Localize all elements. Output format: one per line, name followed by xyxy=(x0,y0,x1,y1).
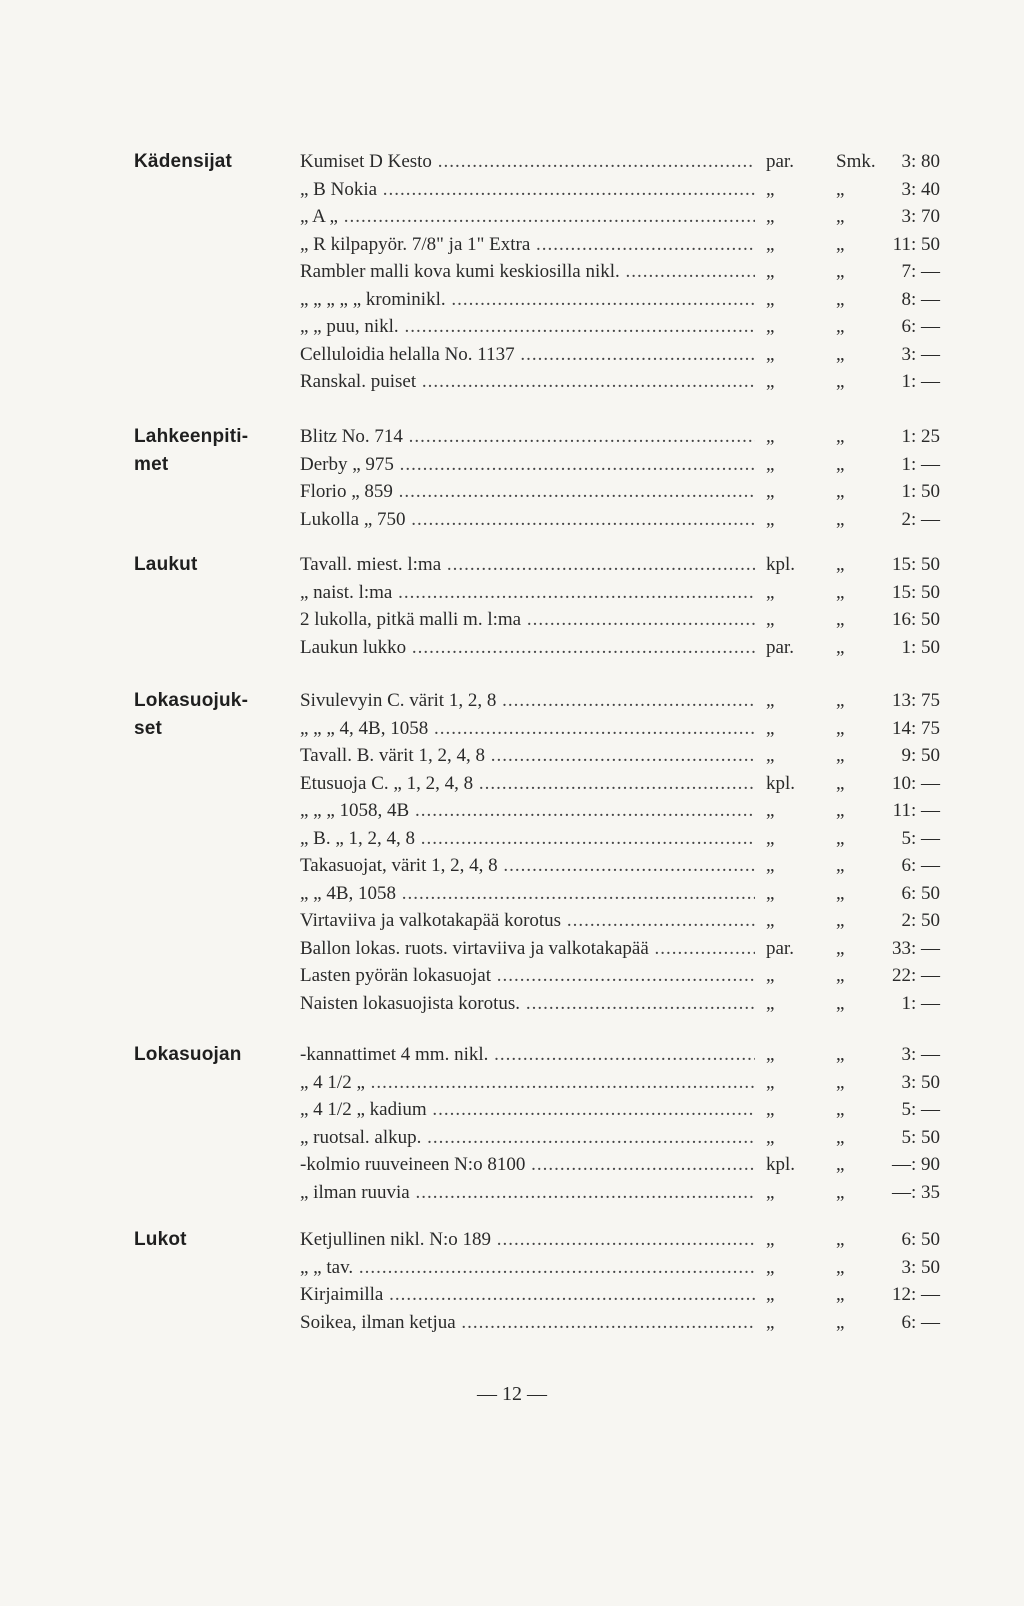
price-row xyxy=(300,1124,940,1152)
currency-label: „ xyxy=(836,992,845,1014)
price-row xyxy=(300,506,940,534)
unit-label: „ xyxy=(766,1281,774,1309)
price-row xyxy=(300,825,940,853)
currency-label: „ xyxy=(836,178,845,200)
price-value: 33: — xyxy=(891,937,940,959)
unit-label: „ xyxy=(766,286,774,314)
currency-label: „ xyxy=(836,1229,845,1250)
unit-label: „ xyxy=(766,1179,774,1207)
item-name: Laukun lukko ..... xyxy=(300,634,755,662)
item-name: Rambler malli kova kumi keskiosilla nikl. ..... xyxy=(300,258,755,286)
currency-label: „ xyxy=(836,772,845,794)
currency-label: „ xyxy=(836,937,845,959)
unit-label: „ xyxy=(766,203,774,231)
item-name: Florio „ 859 ..... xyxy=(300,478,755,506)
currency-label: „ xyxy=(836,827,845,849)
section-rows xyxy=(300,1041,940,1206)
price-row xyxy=(300,1069,940,1097)
section-heading: Lukot xyxy=(134,1229,187,1250)
price-value: 3: 50 xyxy=(901,1071,940,1093)
currency-label: „ xyxy=(836,800,845,821)
item-name: „ „ „ 4, 4B, 1058 ..... xyxy=(300,715,755,743)
price-value: 10: — xyxy=(891,772,940,794)
currency-label: „ xyxy=(836,453,845,475)
item-name: -kannattimet 4 mm. nikl. ..... xyxy=(300,1041,755,1069)
price-row xyxy=(300,687,940,715)
section-heading: Laukut xyxy=(134,554,198,575)
unit-label: „ xyxy=(766,742,774,770)
price-value: 1: — xyxy=(901,453,940,475)
unit-label: „ xyxy=(766,1124,774,1152)
section-rows xyxy=(300,423,940,533)
item-name: Takasuojat, värit 1, 2, 4, 8 ..... xyxy=(300,852,755,880)
item-name: -kolmio ruuveineen N:o 8100 ..... xyxy=(300,1151,755,1179)
price-value: 5: — xyxy=(901,1099,940,1120)
unit-label: „ xyxy=(766,506,774,534)
unit-label: „ xyxy=(766,451,774,479)
item-name: Blitz No. 714 ..... xyxy=(300,423,755,451)
price-row xyxy=(300,1281,940,1309)
price-value: —: 90 xyxy=(891,1154,940,1175)
price-value: 3: — xyxy=(901,1044,940,1065)
price-value: 1: — xyxy=(901,371,940,392)
price-row xyxy=(300,148,940,176)
unit-label: „ xyxy=(766,313,774,341)
item-name: Tavall. B. värit 1, 2, 4, 8 ..... xyxy=(300,742,755,770)
price-row xyxy=(300,1254,940,1282)
item-name: Virtaviiva ja valkotakapää korotus ..... xyxy=(300,907,755,935)
currency-label: „ xyxy=(836,1044,845,1065)
price-value: 3: 50 xyxy=(901,1256,940,1278)
item-name: „ 4 1/2 „ ..... xyxy=(300,1069,755,1097)
item-name: „ R kilpapyör. 7/8" ja 1" Extra ..... xyxy=(300,231,755,259)
item-name: Derby „ 975 ..... xyxy=(300,451,755,479)
price-value: 3: — xyxy=(901,343,940,365)
price-value: 6: — xyxy=(901,1311,940,1333)
price-row xyxy=(300,606,940,634)
price-row xyxy=(300,907,940,935)
currency-label: „ xyxy=(836,1154,845,1175)
price-row xyxy=(300,770,940,798)
price-value: 3: 70 xyxy=(901,206,940,227)
section-rows xyxy=(300,551,940,661)
price-row xyxy=(300,368,940,396)
price-row xyxy=(300,852,940,880)
price-value: 6: 50 xyxy=(901,882,940,904)
item-name: „ „ tav. ..... xyxy=(300,1254,755,1282)
price-row xyxy=(300,880,940,908)
price-value: 16: 50 xyxy=(891,609,940,630)
currency-label: „ xyxy=(836,1284,845,1305)
currency-label: „ xyxy=(836,690,845,711)
price-row xyxy=(300,1096,940,1124)
price-row xyxy=(300,990,940,1018)
unit-label: „ xyxy=(766,1226,774,1254)
section-heading: Lokasuojan xyxy=(134,1044,242,1065)
item-name: Naisten lokasuojista korotus. ..... xyxy=(300,990,755,1018)
currency-label: „ xyxy=(836,1126,845,1148)
currency-label: „ xyxy=(836,316,845,337)
section-rows xyxy=(300,148,940,396)
currency-label: „ xyxy=(836,261,845,282)
price-row xyxy=(300,715,940,743)
price-value: 13: 75 xyxy=(891,690,940,711)
unit-label: „ xyxy=(766,880,774,908)
price-row xyxy=(300,423,940,451)
item-name: Kumiset D Kesto ..... xyxy=(300,148,755,176)
item-name: Ketjullinen nikl. N:o 189 ..... xyxy=(300,1226,755,1254)
section-heading: Lahkeenpiti- met xyxy=(134,426,249,475)
unit-label: „ xyxy=(766,990,774,1018)
price-row xyxy=(300,1151,940,1179)
currency-label: „ xyxy=(836,371,845,392)
currency-label: „ xyxy=(836,965,845,986)
price-value: 1: 50 xyxy=(901,481,940,502)
price-value: 3: 80 xyxy=(901,151,940,172)
unit-label: „ xyxy=(766,231,774,259)
price-value: 14: 75 xyxy=(891,717,940,739)
currency-label: „ xyxy=(836,1071,845,1093)
price-value: 5: — xyxy=(901,827,940,849)
price-row xyxy=(300,478,940,506)
item-name: Soikea, ilman ketjua ..... xyxy=(300,1309,755,1337)
unit-label: par. xyxy=(766,634,794,662)
currency-label: „ xyxy=(836,1256,845,1278)
unit-label: „ xyxy=(766,825,774,853)
price-value: 1: 50 xyxy=(901,636,940,658)
item-name: „ 4 1/2 „ kadium ..... xyxy=(300,1096,755,1124)
price-row xyxy=(300,286,940,314)
unit-label: „ xyxy=(766,907,774,935)
price-row xyxy=(300,579,940,607)
price-row xyxy=(300,742,940,770)
item-name: Ranskal. puiset ..... xyxy=(300,368,755,396)
item-name: 2 lukolla, pitkä malli m. l:ma ..... xyxy=(300,606,755,634)
price-value: 12: — xyxy=(891,1284,940,1305)
item-name: Lukolla „ 750 ..... xyxy=(300,506,755,534)
price-row xyxy=(300,935,940,963)
item-name: Celluloidia helalla No. 1137 ..... xyxy=(300,341,755,369)
price-value: 5: 50 xyxy=(901,1126,940,1148)
currency-label: „ xyxy=(836,609,845,630)
price-row xyxy=(300,1226,940,1254)
section-heading: Kädensijat xyxy=(134,151,233,172)
price-row xyxy=(300,634,940,662)
currency-label: „ xyxy=(836,288,845,310)
unit-label: „ xyxy=(766,579,774,607)
page-number: — 12 — xyxy=(477,1383,547,1405)
unit-label: „ xyxy=(766,715,774,743)
currency-label: „ xyxy=(836,910,845,931)
currency-label: „ xyxy=(836,508,845,530)
currency-label: „ xyxy=(836,426,845,447)
item-name: „ ruotsal. alkup. ..... xyxy=(300,1124,755,1152)
item-name: Lasten pyörän lokasuojat ..... xyxy=(300,962,755,990)
unit-label: „ xyxy=(766,687,774,715)
unit-label: „ xyxy=(766,341,774,369)
unit-label: par. xyxy=(766,148,794,176)
section-rows xyxy=(300,687,940,1017)
unit-label: „ xyxy=(766,1254,774,1282)
unit-label: „ xyxy=(766,368,774,396)
item-name: Tavall. miest. l:ma ..... xyxy=(300,551,755,579)
item-name: Ballon lokas. ruots. virtaviiva ja valkotakapää ..... xyxy=(300,935,755,963)
price-row xyxy=(300,551,940,579)
unit-label: kpl. xyxy=(766,551,795,579)
item-name: „ „ 4B, 1058 ..... xyxy=(300,880,755,908)
price-value: 6: — xyxy=(901,855,940,876)
price-value: 7: — xyxy=(901,261,940,282)
currency-label: „ xyxy=(836,1099,845,1120)
currency-label: „ xyxy=(836,1311,845,1333)
item-name: „ B. „ 1, 2, 4, 8 ..... xyxy=(300,825,755,853)
unit-label: „ xyxy=(766,1041,774,1069)
price-value: 3: 40 xyxy=(901,178,940,200)
price-value: 11: — xyxy=(892,800,940,821)
item-name: „ ilman ruuvia ..... xyxy=(300,1179,755,1207)
price-row xyxy=(300,203,940,231)
item-name: „ „ puu, nikl. ..... xyxy=(300,313,755,341)
unit-label: „ xyxy=(766,176,774,204)
currency-label: „ xyxy=(836,206,845,227)
price-row xyxy=(300,176,940,204)
price-row xyxy=(300,313,940,341)
price-value: 11: 50 xyxy=(892,233,940,255)
price-row xyxy=(300,258,940,286)
price-value: 6: 50 xyxy=(901,1229,940,1250)
price-value: 6: — xyxy=(901,316,940,337)
currency-label: „ xyxy=(836,717,845,739)
price-row xyxy=(300,797,940,825)
price-value: 1: — xyxy=(901,992,940,1014)
unit-label: „ xyxy=(766,797,774,825)
currency-label: „ xyxy=(836,581,845,603)
item-name: Kirjaimilla ..... xyxy=(300,1281,755,1309)
price-value: 15: 50 xyxy=(891,554,940,575)
item-name: „ A „ ..... xyxy=(300,203,755,231)
item-name: „ naist. l:ma ..... xyxy=(300,579,755,607)
price-row xyxy=(300,341,940,369)
price-value: 9: 50 xyxy=(901,745,940,766)
item-name: Sivulevyin C. värit 1, 2, 8 ..... xyxy=(300,687,755,715)
price-value: —: 35 xyxy=(891,1181,940,1203)
unit-label: kpl. xyxy=(766,1151,795,1179)
unit-label: „ xyxy=(766,962,774,990)
price-row xyxy=(300,962,940,990)
price-value: 22: — xyxy=(891,965,940,986)
price-value: 15: 50 xyxy=(891,581,940,603)
unit-label: „ xyxy=(766,1309,774,1337)
unit-label: „ xyxy=(766,258,774,286)
currency-label: „ xyxy=(836,882,845,904)
price-value: 2: 50 xyxy=(901,910,940,931)
price-value: 1: 25 xyxy=(901,426,940,447)
currency-label: „ xyxy=(836,636,845,658)
unit-label: kpl. xyxy=(766,770,795,798)
price-value: 8: — xyxy=(901,288,940,310)
section-heading: Lokasuojuk- set xyxy=(134,690,249,739)
price-row xyxy=(300,451,940,479)
price-value: 2: — xyxy=(901,508,940,530)
unit-label: „ xyxy=(766,1069,774,1097)
currency-label: „ xyxy=(836,855,845,876)
unit-label: „ xyxy=(766,423,774,451)
unit-label: par. xyxy=(766,935,794,963)
price-row xyxy=(300,1041,940,1069)
unit-label: „ xyxy=(766,852,774,880)
currency-label: „ xyxy=(836,481,845,502)
unit-label: „ xyxy=(766,478,774,506)
item-name: „ „ „ 1058, 4B ..... xyxy=(300,797,755,825)
currency-label: Smk. xyxy=(836,151,876,172)
item-name: „ B Nokia ..... xyxy=(300,176,755,204)
currency-label: „ xyxy=(836,343,845,365)
unit-label: „ xyxy=(766,606,774,634)
currency-label: „ xyxy=(836,745,845,766)
currency-label: „ xyxy=(836,554,845,575)
currency-label: „ xyxy=(836,1181,845,1203)
section-rows xyxy=(300,1226,940,1336)
item-name: Etusuoja C. „ 1, 2, 4, 8 ..... xyxy=(300,770,755,798)
price-row xyxy=(300,1309,940,1337)
currency-label: „ xyxy=(836,233,845,255)
price-row xyxy=(300,1179,940,1207)
item-name: „ „ „ „ „ krominikl. ..... xyxy=(300,286,755,314)
price-row xyxy=(300,231,940,259)
unit-label: „ xyxy=(766,1096,774,1124)
